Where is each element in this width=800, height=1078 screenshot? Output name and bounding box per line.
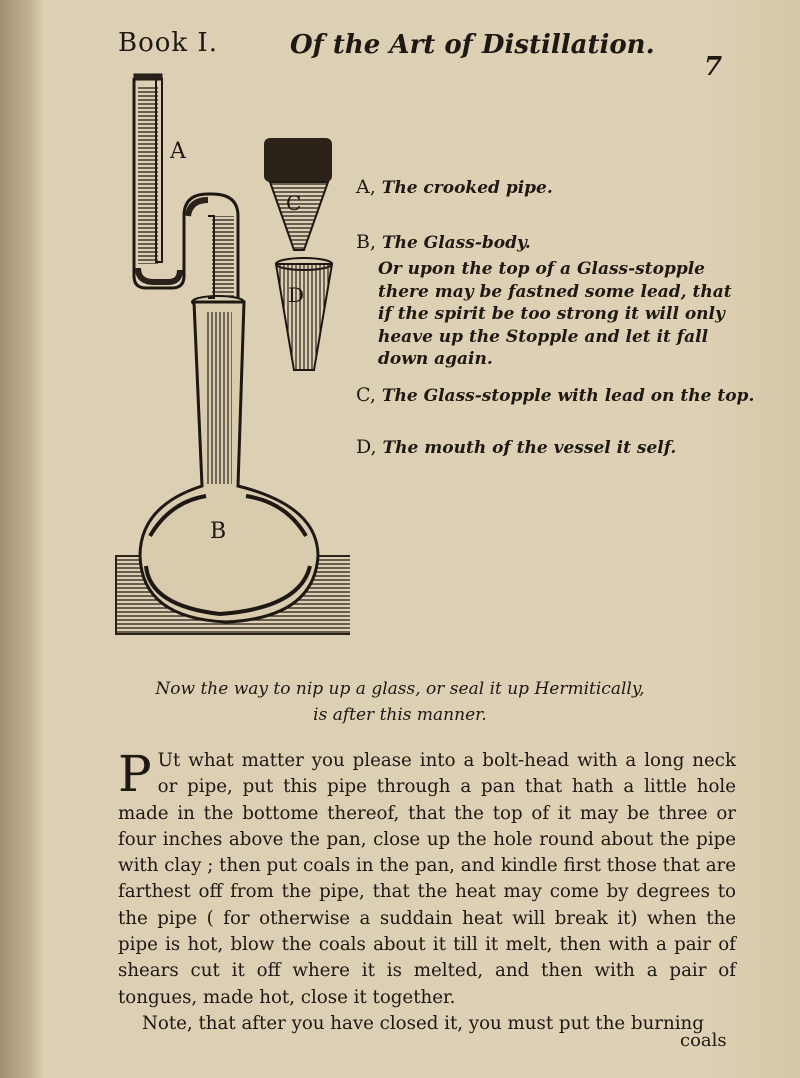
paragraph-2: Note, that after you have closed it, you must put the burning xyxy=(142,1012,704,1034)
label-d: D xyxy=(288,283,305,307)
label-b: B xyxy=(210,519,227,544)
catchword: coals xyxy=(680,1030,727,1051)
legend-note-b: Or upon the top of a Glass-stopple there may be fastned some lead, that if the spirit be too strong it will only heave up the Stopple and let it fall down again. xyxy=(378,259,732,369)
page-number: 7 xyxy=(704,52,723,82)
caption-line-1: Now the way to nip up a glass, or seal it up Hermitically, xyxy=(155,679,645,699)
vessel-mouth xyxy=(276,258,332,370)
legend-item-d: D, The mouth of the vessel it self. xyxy=(356,436,677,458)
legend-item-a: A, The crooked pipe. xyxy=(356,176,553,198)
label-c: C xyxy=(286,191,302,215)
caption-line-2: is after this manner. xyxy=(313,705,487,725)
crooked-pipe xyxy=(134,74,238,298)
running-head-book: Book I. xyxy=(118,28,218,58)
distillation-apparatus-woodcut xyxy=(110,66,350,646)
label-a: A xyxy=(170,139,186,164)
legend-item-c: C, The Glass-stopple with lead on the top. xyxy=(356,384,755,406)
legend-item-b: B, The Glass-body. xyxy=(356,231,531,253)
section-caption xyxy=(0,676,800,728)
running-head-title: Of the Art of Distillation. xyxy=(290,30,655,60)
paragraph-1: P Ut what matter you please into a bolt-head with a long neck or pipe, put this pipe through a pan that hath a little hole made in the bottome thereof, that the top of it may be three or four inches above the pan, close up the hole round about the pipe with clay ; then put coals in the pan, and kindle first those that are farthest off from the pipe, that the heat may come by degrees to the pipe ( for otherwise a suddain heat will break it) when the pipe is hot, blow the coals about it till it melt, then with a pair of shears cut it off where it is melted, and then with a pair of tongues, made hot, close it together. xyxy=(118,745,736,1008)
page-gutter xyxy=(0,0,44,1078)
drop-cap: P xyxy=(118,745,152,803)
body-text xyxy=(118,745,736,1037)
